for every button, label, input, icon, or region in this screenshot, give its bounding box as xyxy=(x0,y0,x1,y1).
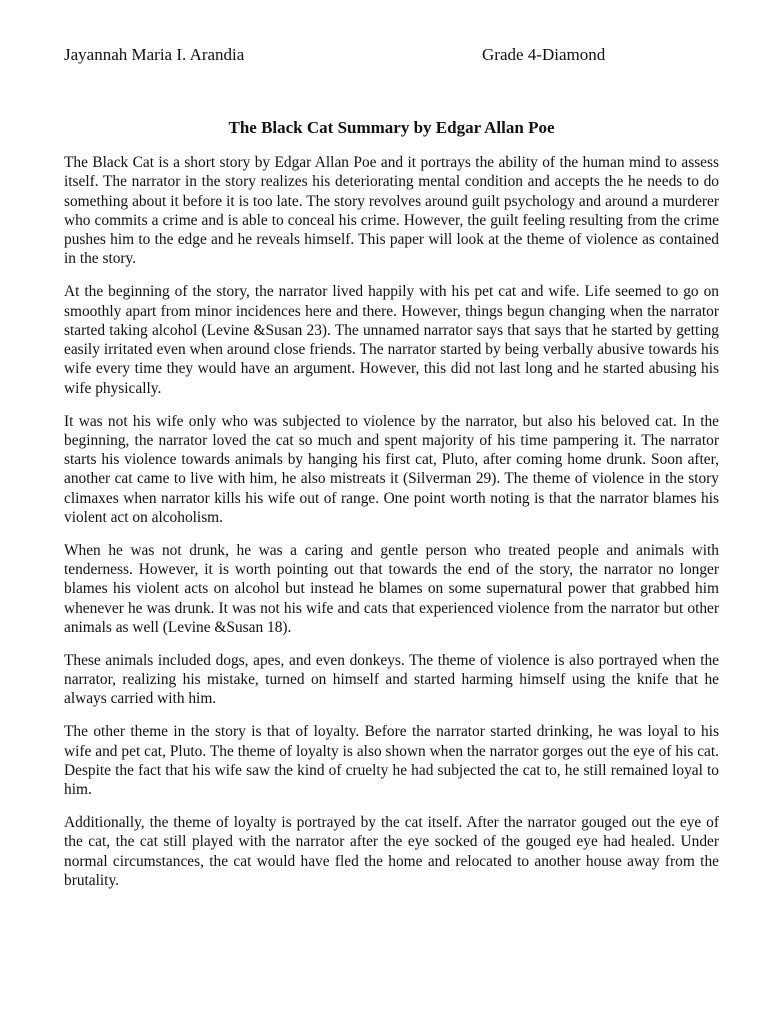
grade-section: Grade 4-Diamond xyxy=(482,45,606,64)
document-body xyxy=(64,153,719,890)
paragraph-3: It was not his wife only who was subjected to violence by the narrator, but also his beloved cat. In the beginning, the narrator loved the cat so much and spent majority of his time pampering it. The narrator starts his violence towards animals by hanging his first cat, Pluto, after coming home drunk. Soon after, another cat came to live with him, he also mistreats it (Silverman 29). The theme of violence in the story climaxes when narrator kills his wife out of range. One point worth noting is that the narrator blames his violent act on alcoholism. xyxy=(64,412,719,527)
paragraph-4: When he was not drunk, he was a caring and gentle person who treated people and animals with tenderness. However, it is worth pointing out that towards the end of the story, the narrator no longer blames his violent acts on alcohol but instead he blames on some supernatural power that grabbed him whenever he was drunk. It was not his wife and cats that experienced violence from the narrator but other animals as well (Levine &Susan 18). xyxy=(64,541,719,637)
paragraph-7: Additionally, the theme of loyalty is portrayed by the cat itself. After the narrator gouged out the eye of the cat, the cat still played with the narrator after the eye socked of the gouged eye had healed. Under normal circumstances, the cat would have fled the home and relocated to another house away from the brutality. xyxy=(64,813,719,889)
author-name: Jayannah Maria I. Arandia xyxy=(64,45,245,64)
paragraph-2: At the beginning of the story, the narrator lived happily with his pet cat and wife. Life seemed to go on smoothly apart from minor incidences here and there. However, things begun changing when the narrator started taking alcohol (Levine &Susan 23). The unnamed narrator says that says that he started by getting easily irritated even when around close friends. The narrator started by being verbally abusive towards his wife every time they would have an argument. However, this did not last long and he started abusing his wife physically. xyxy=(64,283,719,397)
document-header xyxy=(64,40,719,66)
paragraph-1: The Black Cat is a short story by Edgar Allan Poe and it portrays the ability of the human mind to assess itself. The narrator in the story realizes his deteriorating mental condition and accepts the he needs to do something about it before it is too late. The story revolves around guilt psychology and around a murderer who commits a crime and is able to conceal his crime. However, the guilt feeling resulting from the crime pushes him to the edge and he reveals himself. This paper will look at the theme of violence as contained in the story. xyxy=(64,154,719,268)
paragraph-5: These animals included dogs, apes, and even donkeys. The theme of violence is also portrayed when the narrator, realizing his mistake, turned on himself and started harming himself using the knife that he always carried with him. xyxy=(64,651,719,708)
document-title: The Black Cat Summary by Edgar Allan Poe xyxy=(228,118,555,137)
paragraph-6: The other theme in the story is that of loyalty. Before the narrator started drinking, he was loyal to his wife and pet cat, Pluto. The theme of loyalty is also shown when the narrator gorges out the eye of his cat. Despite the fact that his wife saw the kind of cruelty he had subjected the cat to, he still remained loyal to him. xyxy=(64,723,719,799)
